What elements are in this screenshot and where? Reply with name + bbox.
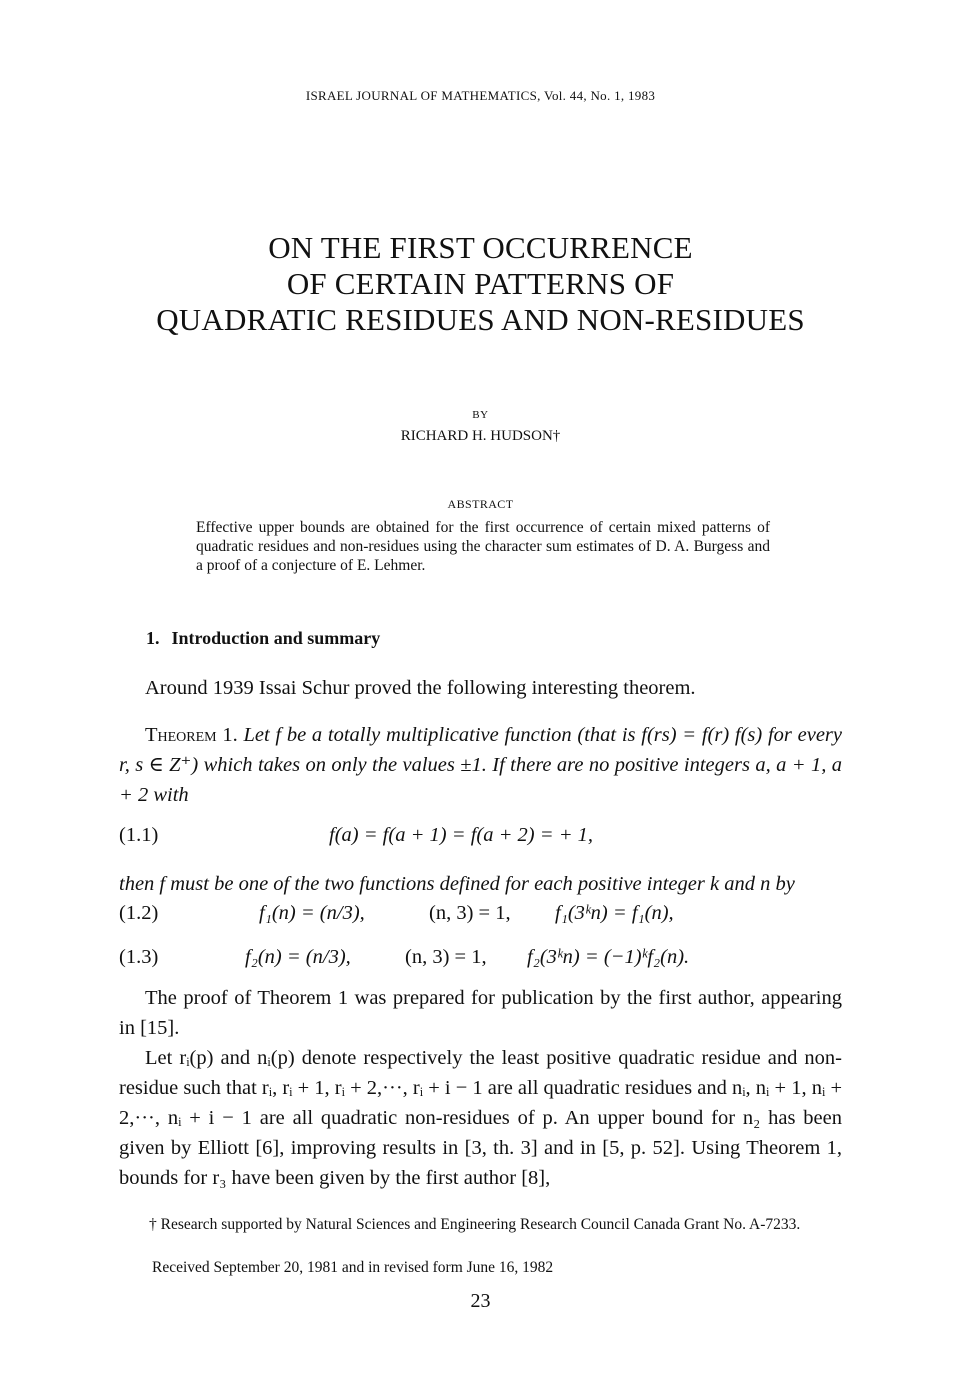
section-heading [146, 628, 380, 649]
title-line: ON THE FIRST OCCURRENCE [268, 230, 693, 265]
equation-expression: f(a) = f(a + 1) = f(a + 2) = + 1, [329, 824, 594, 846]
by-label: BY [472, 409, 489, 421]
let-paragraph: Let rᵢ(p) and nᵢ(p) denote respectively the least positive quadratic residue and non-residue such that rᵢ, rᵢ + 1, rᵢ + 2,···, rᵢ + i − 1 are all quadratic residues and nᵢ, nᵢ + 1, nᵢ + 2,···, nᵢ + i − 1 are all quadratic non-residues of p. An upper bound for n₂ has been given by Elliott [6], improving results in [3, th. 3] and in [5, p. 52]. Using Theorem 1, bounds for r₃ have been given by the first author [8], [119, 1047, 843, 1189]
footnote-received: Received September 20, 1981 and in revised form June 16, 1982 [152, 1259, 554, 1276]
title-line: OF CERTAIN PATTERNS OF [286, 266, 675, 301]
equation-1-2 [119, 902, 842, 932]
equation-part: f₂(n) = (n/3), [245, 946, 351, 968]
then-text: then f must be one of the two functions defined for each positive integer k and n by [119, 873, 795, 895]
equation-label: (1.3) [119, 946, 159, 968]
equation-part: f₁(n) = (n/3), [259, 902, 365, 924]
title-line: QUADRATIC RESIDUES AND NON-RESIDUES [156, 302, 805, 337]
equation-label: (1.2) [119, 902, 159, 924]
journal-header: ISRAEL JOURNAL OF MATHEMATICS, Vol. 44, No. 1, 1983 [305, 88, 656, 103]
equation-label: (1.1) [119, 824, 159, 846]
theorem-label: Theorem 1. [145, 724, 238, 746]
page-number: 23 [470, 1290, 491, 1312]
author-name: RICHARD H. HUDSON† [400, 428, 561, 444]
abstract-text: Effective upper bounds are obtained for the first occurrence of certain mixed patterns of quadratic residues and non-residues using the character sum estimates of D. A. Burgess and a proof of a conjecture of E. Lehmer. [196, 519, 770, 574]
section-number: 1. [146, 628, 160, 648]
equation-part: f₂(3ᵏn) = (−1)ᵏf₂(n). [527, 946, 690, 968]
proof-paragraph: The proof of Theorem 1 was prepared for publication by the first author, appearing in [15]. [119, 987, 842, 1039]
theorem-text: Let f be a totally multiplicative function (that is f(rs) = f(r) f(s) for every r, s ∈ Z⁺) which takes on only the values ±1. If there are no positive integers a, a + 1, a + 2 with [119, 724, 842, 806]
equation-1-3 [119, 946, 842, 976]
intro-paragraph: Around 1939 Issai Schur proved the following interesting theorem. [145, 677, 696, 699]
footnote-research: † Research supported by Natural Sciences and Engineering Research Council Canada Grant No. A-7233. [149, 1216, 801, 1233]
abstract-label: ABSTRACT [447, 497, 514, 511]
equation-part: f₁(3ᵏn) = f₁(n), [555, 902, 674, 924]
equation-1-1 [119, 824, 842, 854]
section-title: Introduction and summary [171, 628, 381, 648]
paper-title [0, 230, 961, 338]
equation-part: (n, 3) = 1, [405, 946, 487, 968]
equation-part: (n, 3) = 1, [429, 902, 511, 924]
theorem-1 [119, 720, 842, 810]
